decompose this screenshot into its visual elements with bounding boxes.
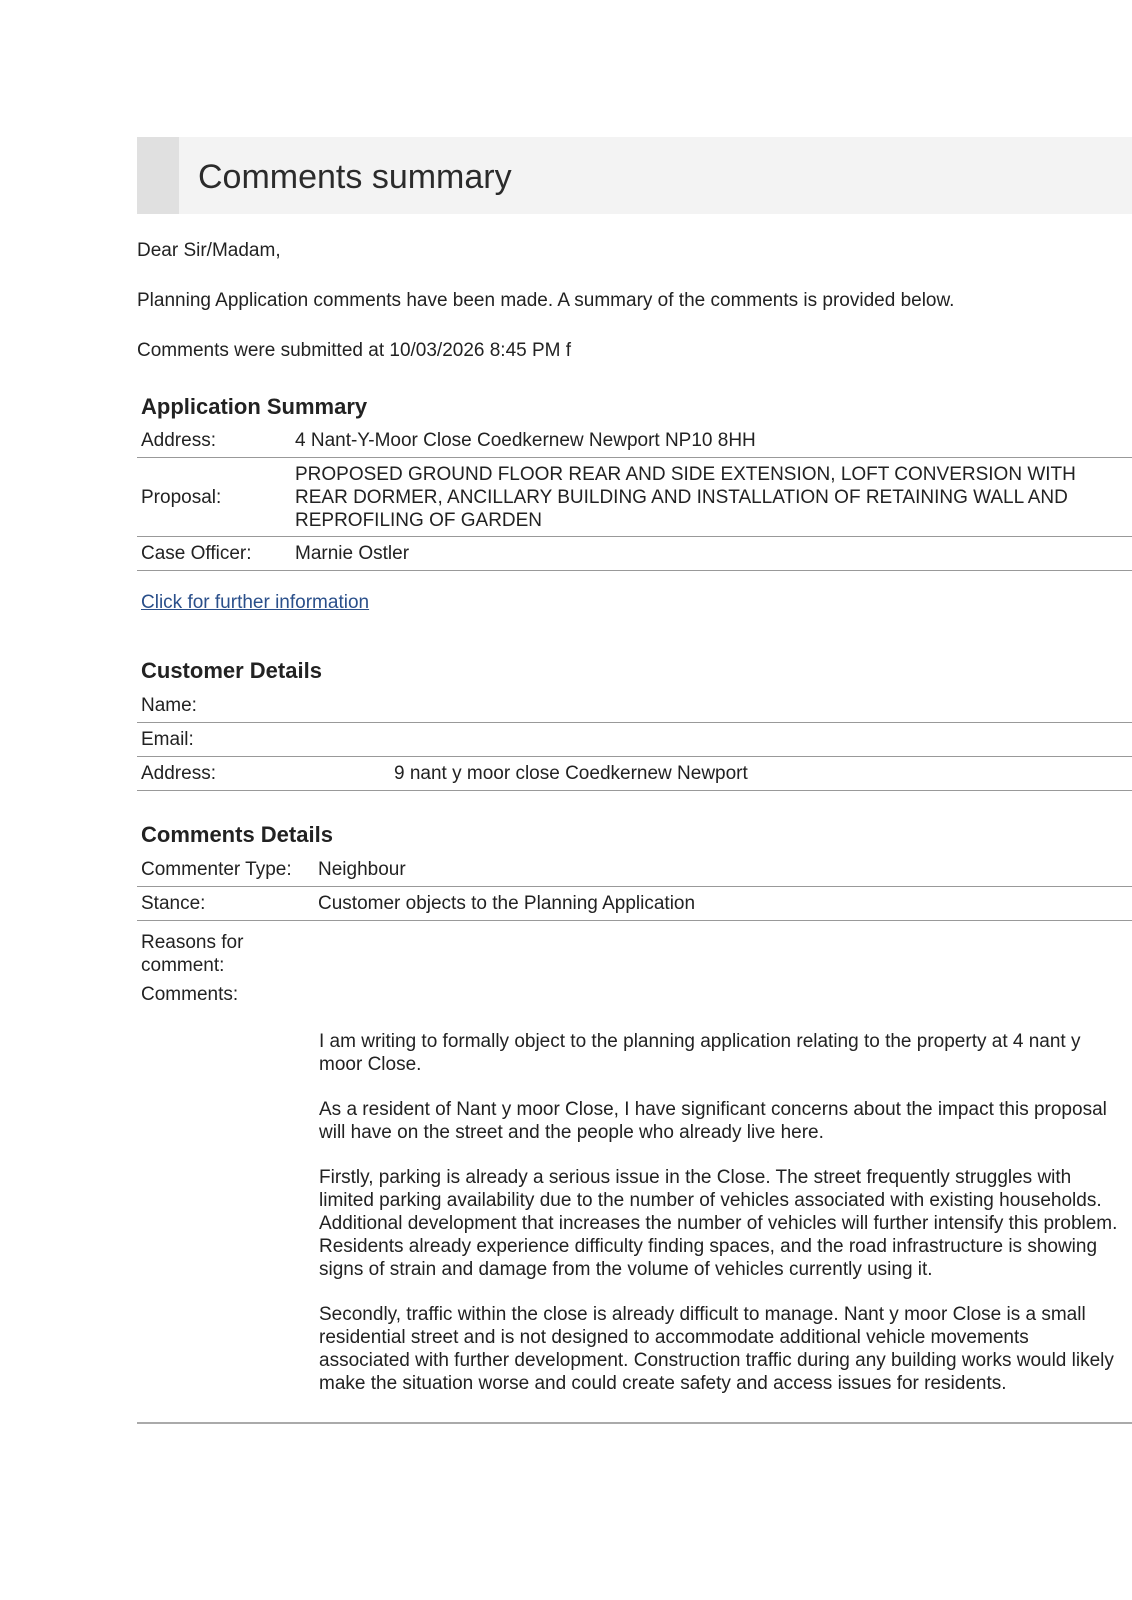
commenter-type-label: Commenter Type:	[137, 853, 318, 887]
address-value: 4 Nant-Y-Moor Close Coedkernew Newport NP10 8HH	[295, 424, 1132, 458]
table-row	[137, 458, 1132, 537]
address-label: Address:	[137, 424, 295, 458]
intro-body: Planning Application comments have been made. A summary of the comments is provided below.	[137, 290, 955, 311]
proposal-label: Proposal:	[137, 458, 295, 537]
stance-label: Stance:	[137, 887, 318, 921]
application-summary-table	[137, 424, 1132, 571]
comments-body	[319, 1030, 1119, 1395]
email-value	[394, 723, 1132, 757]
table-row	[137, 853, 1132, 887]
comments-details-table	[137, 853, 1132, 1010]
table-row	[137, 723, 1132, 757]
further-information-link[interactable]: Click for further information	[141, 592, 370, 613]
table-row	[137, 424, 1132, 458]
case-officer-value: Marnie Ostler	[295, 537, 1132, 571]
customer-details-table	[137, 689, 1132, 791]
submitted-timestamp: Comments were submitted at 10/03/2026 8:45 PM f	[137, 340, 572, 361]
table-row	[137, 887, 1132, 921]
stance-value: Customer objects to the Planning Application	[318, 887, 1132, 921]
greeting: Dear Sir/Madam,	[137, 240, 281, 261]
reasons-value	[318, 921, 1132, 979]
header-accent	[137, 137, 179, 214]
page-title: Comments summary	[198, 158, 512, 196]
comment-paragraph: Secondly, traffic within the close is already difficult to manage. Nant y moor Close is a small residential street and is not designed to accommodate additional vehicle movements associated with further development. Construction traffic during any building works would likely make the situation worse and could create safety and access issues for residents.	[319, 1304, 1114, 1394]
proposal-value: PROPOSED GROUND FLOOR REAR AND SIDE EXTENSION, LOFT CONVERSION WITH REAR DORMER, ANCILLARY BUILDING AND INSTALLATION OF RETAINING WALL AND REPROFILING OF GARDEN	[295, 458, 1132, 537]
case-officer-label: Case Officer:	[137, 537, 295, 571]
comments-label: Comments:	[141, 983, 239, 1005]
header-bar	[137, 137, 1132, 214]
table-row	[137, 689, 1132, 723]
table-row	[137, 921, 1132, 979]
name-value	[394, 689, 1132, 723]
table-row	[137, 978, 1132, 1010]
customer-address-label: Address:	[137, 757, 394, 791]
application-summary-title: Application Summary	[141, 394, 368, 419]
table-row	[137, 537, 1132, 571]
comment-paragraph: Firstly, parking is already a serious issue in the Close. The street frequently struggles with limited parking availability due to the number of vehicles associated with existing households. Additional development that increases the number of vehicles will further intensify this problem. Residents already experience difficulty finding spaces, and the road infrastructure is showing signs of strain and damage from the volume of vehicles currently using it.	[319, 1167, 1118, 1280]
name-label: Name:	[137, 689, 394, 723]
table-row	[137, 757, 1132, 791]
commenter-type-value: Neighbour	[318, 853, 1132, 887]
reasons-label: Reasons for comment:	[141, 932, 244, 976]
comment-paragraph: As a resident of Nant y moor Close, I have significant concerns about the impact this proposal will have on the street and the people who already live here.	[319, 1099, 1107, 1143]
comment-paragraph: I am writing to formally object to the planning application relating to the property at 4 nant y moor Close.	[319, 1031, 1081, 1075]
bottom-divider	[137, 1422, 1132, 1424]
customer-details-title: Customer Details	[141, 658, 322, 683]
comments-details-title: Comments Details	[141, 822, 333, 847]
email-label: Email:	[137, 723, 394, 757]
intro	[137, 239, 1132, 362]
customer-address-value: 9 nant y moor close Coedkernew Newport	[394, 757, 1132, 791]
document-page	[137, 137, 1132, 1424]
